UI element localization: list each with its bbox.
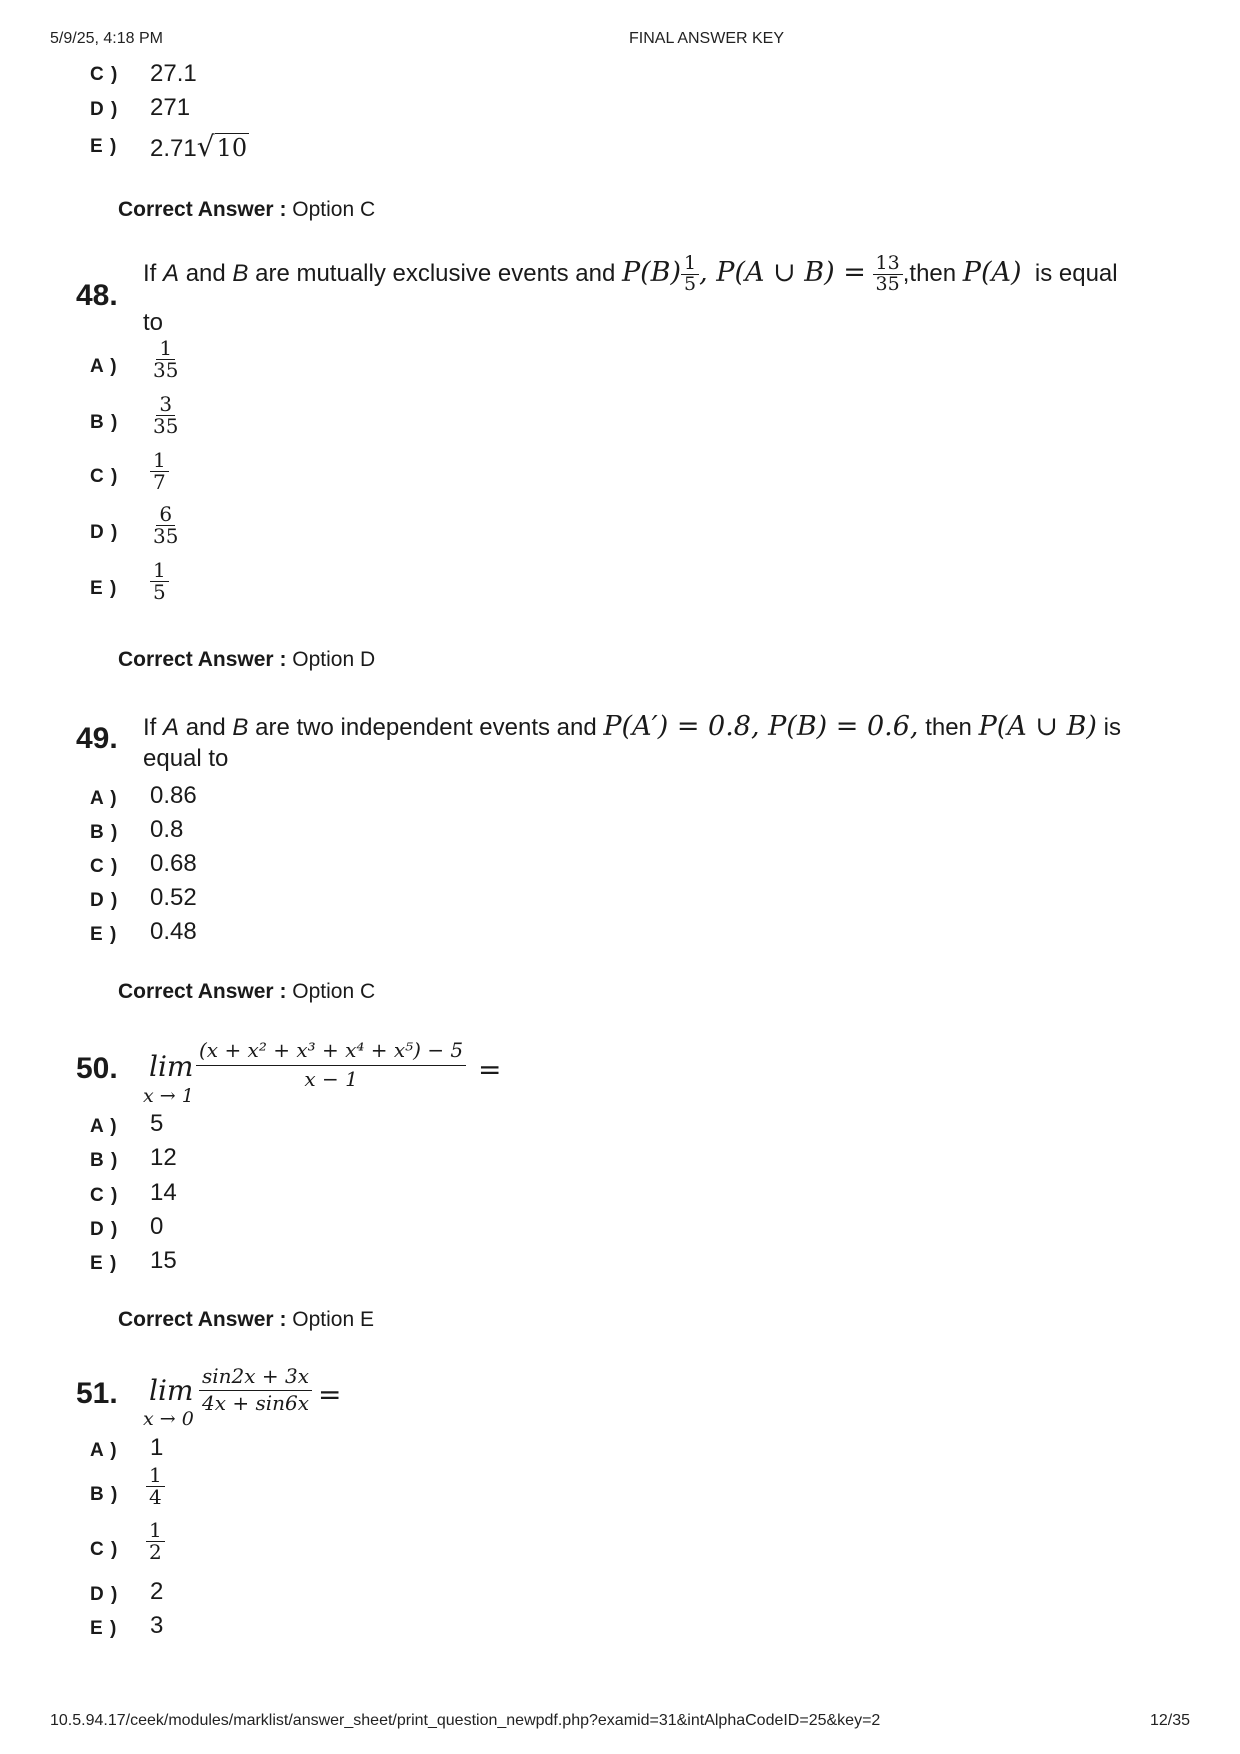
text-if: If (143, 259, 157, 287)
frac-num: 1 (146, 1465, 165, 1487)
option-letter: B ) (90, 1484, 119, 1505)
correct-answer-value: Option C (292, 198, 376, 221)
option-letter: E ) (90, 1618, 118, 1639)
text-b: B (232, 259, 249, 287)
frac-num: 1 (150, 450, 169, 472)
option-value: 271 (150, 94, 191, 121)
sqrt-radicand: 10 (216, 134, 248, 162)
value-prefix: 2.71 (150, 135, 197, 162)
correct-answer (118, 1308, 374, 1332)
option-value: 0.48 (150, 918, 197, 945)
limit-fraction (199, 1366, 312, 1414)
correct-answer-label: Correct Answer : (118, 198, 287, 221)
frac-den: 5 (153, 580, 166, 604)
option-letter: B ) (90, 412, 119, 433)
option-value (150, 130, 249, 163)
option-letter: C ) (90, 64, 119, 85)
option-value (150, 394, 181, 437)
math-pa: P(A) (962, 256, 1022, 288)
footer-url: 10.5.94.17/ceek/modules/marklist/answer_sheet/print_question_newpdf.php?examid=31&intAlphaCodeID=25&key=2 (50, 1712, 881, 1729)
frac-den: 7 (153, 470, 166, 494)
option-fraction (146, 1465, 165, 1508)
text-mid: are mutually exclusive events and (255, 259, 616, 287)
text-a: A (163, 714, 180, 741)
option-letter: E ) (90, 136, 118, 157)
frac-den: 35 (153, 524, 179, 548)
option-letter: A ) (90, 788, 118, 809)
page-title: FINAL ANSWER KEY (629, 30, 784, 47)
frac-num: 1 (146, 1520, 165, 1542)
option-fraction (150, 394, 181, 437)
text-end: is equal (1034, 259, 1118, 287)
limit-symbol: lim (149, 1050, 194, 1083)
text-if: If (143, 714, 157, 741)
equals-sign: = (478, 1053, 502, 1086)
correct-answer-value: Option C (292, 980, 376, 1003)
option-letter: A ) (90, 1440, 118, 1461)
math-probabilities: P(A′) = 0.8, P(B) = 0.6, (603, 711, 919, 742)
option-letter: E ) (90, 1253, 118, 1274)
option-value (146, 1465, 165, 1508)
question-number: 50. (76, 1052, 118, 1085)
question-text (143, 254, 1163, 295)
frac-num: 6 (156, 504, 175, 526)
option-letter: B ) (90, 1150, 119, 1171)
option-value: 0.86 (150, 782, 197, 809)
option-value: 5 (150, 1110, 164, 1137)
option-letter: D ) (90, 1584, 119, 1605)
option-value (150, 560, 169, 603)
option-letter: A ) (90, 1116, 118, 1137)
correct-answer-label: Correct Answer : (118, 648, 287, 671)
option-letter: D ) (90, 1219, 119, 1240)
option-letter: C ) (90, 1185, 119, 1206)
option-letter: E ) (90, 578, 118, 599)
option-fraction (150, 450, 169, 493)
frac-num: 3 (156, 394, 175, 416)
text-and: and (185, 714, 226, 741)
frac-den: 35 (875, 272, 900, 295)
text-b: B (232, 714, 249, 741)
question-text (143, 712, 1163, 743)
correct-answer (118, 198, 375, 222)
option-letter: E ) (90, 924, 118, 945)
option-fraction (150, 338, 181, 381)
option-letter: D ) (90, 99, 119, 120)
option-value: 14 (150, 1179, 177, 1206)
limit-fraction (196, 1040, 466, 1090)
text-mid: are two independent events and (255, 714, 597, 741)
option-value (150, 338, 181, 381)
frac-num: 1 (156, 338, 175, 360)
correct-answer (118, 980, 375, 1004)
option-letter: A ) (90, 356, 118, 377)
math-union: P(A ∪ B) (978, 711, 1097, 742)
question-number: 49. (76, 722, 118, 755)
limit-symbol: lim (149, 1374, 194, 1407)
option-value (150, 504, 181, 547)
text-and: and (185, 259, 226, 287)
option-fraction (150, 504, 181, 547)
print-datetime: 5/9/25, 4:18 PM (50, 30, 163, 47)
option-fraction (150, 560, 169, 603)
frac-num: 1 (150, 560, 169, 582)
text-then: ,then (902, 259, 957, 287)
frac-den: 35 (153, 358, 179, 382)
option-value: 12 (150, 1144, 177, 1171)
option-letter: D ) (90, 522, 119, 543)
text-is: is (1103, 714, 1121, 741)
text-a: A (163, 259, 180, 287)
frac-num: (x + x² + x³ + x⁴ + x⁵) − 5 (196, 1040, 466, 1066)
option-value (150, 450, 169, 493)
question-text-line2: to (143, 309, 164, 336)
frac-den: x − 1 (304, 1067, 358, 1091)
fraction-pb (681, 254, 699, 295)
option-value: 15 (150, 1247, 177, 1274)
question-number: 48. (76, 279, 118, 312)
limit-subscript: x → 1 (143, 1085, 194, 1107)
option-value: 0.8 (150, 816, 184, 843)
frac-num: 13 (873, 254, 903, 275)
option-value (146, 1520, 165, 1563)
frac-den: 35 (153, 414, 179, 438)
math-union: , P(A ∪ B) = (699, 256, 866, 288)
option-value: 3 (150, 1612, 164, 1639)
option-letter: C ) (90, 466, 119, 487)
correct-answer-label: Correct Answer : (118, 980, 287, 1003)
limit-subscript: x → 0 (143, 1408, 194, 1430)
option-value: 0.52 (150, 884, 197, 911)
option-value: 2 (150, 1578, 164, 1605)
page-number: 12/35 (1150, 1712, 1191, 1729)
correct-answer-value: Option D (292, 648, 376, 671)
frac-den: 5 (684, 272, 697, 295)
frac-num: 1 (681, 254, 699, 275)
option-fraction (146, 1520, 165, 1563)
frac-den: 4 (149, 1485, 162, 1509)
correct-answer (118, 648, 375, 672)
option-letter: B ) (90, 822, 119, 843)
option-value: 1 (150, 1434, 164, 1461)
frac-num: sin2x + 3x (199, 1366, 312, 1391)
question-text-line2: equal to (143, 745, 229, 772)
equals-sign: = (318, 1378, 342, 1411)
option-letter: D ) (90, 890, 119, 911)
text-then: then (925, 714, 972, 741)
correct-answer-label: Correct Answer : (118, 1308, 287, 1331)
question-number: 51. (76, 1377, 118, 1410)
option-value: 0.68 (150, 850, 197, 877)
math-pb: P(B) (621, 256, 682, 288)
option-letter: C ) (90, 856, 119, 877)
frac-den: 4x + sin6x (202, 1391, 310, 1415)
frac-den: 2 (149, 1540, 162, 1564)
option-value: 27.1 (150, 60, 197, 87)
fraction-union (873, 254, 903, 295)
correct-answer-value: Option E (292, 1308, 374, 1331)
sqrt-sign: √ (196, 130, 215, 163)
option-value: 0 (150, 1213, 164, 1240)
option-letter: C ) (90, 1539, 119, 1560)
